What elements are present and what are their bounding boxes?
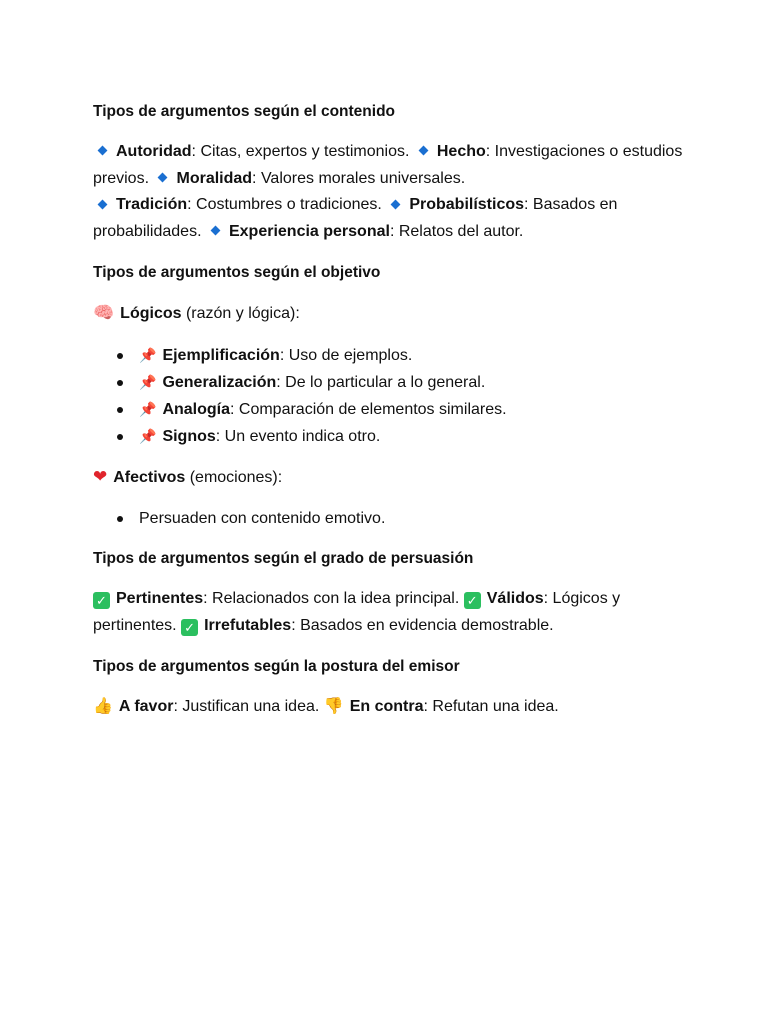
check-mark-button-icon: ✓: [93, 592, 110, 609]
term-tradicion: Tradición: [116, 196, 188, 214]
term-en-contra: En contra: [349, 697, 424, 715]
term-ejemplificacion: Ejemplificación: [162, 346, 280, 364]
paragraph-afectivos: [93, 464, 693, 492]
heading-contenido: Tipos de argumentos según el contenido: [93, 103, 396, 120]
document-content: [93, 99, 693, 734]
term-pertinentes: Pertinentes: [116, 590, 204, 608]
desc-logicos: (razón y lógica):: [181, 304, 300, 322]
desc-probabilisticos: : Basados en probabilidades.: [93, 196, 618, 241]
desc-moralidad: : Valores morales universales.: [252, 169, 466, 187]
thumbs-up-icon: 👍: [93, 697, 113, 715]
list-item: [117, 342, 693, 369]
term-moralidad: Moralidad: [176, 169, 253, 187]
desc-a-favor: : Justifican una idea.: [173, 697, 320, 715]
list-item: [117, 423, 693, 450]
small-blue-diamond-icon: [98, 146, 108, 156]
desc-ejemplificacion: : Uso de ejemplos.: [279, 346, 413, 364]
desc-signos: : Un evento indica otro.: [215, 427, 381, 445]
small-blue-diamond-icon: [158, 173, 168, 183]
check-mark-button-icon: ✓: [464, 592, 481, 609]
brain-icon: 🧠: [93, 302, 115, 322]
heading-objetivo: Tipos de argumentos según el objetivo: [93, 263, 381, 281]
heading-persuasion: Tipos de argumentos según el grado de persuasión: [93, 550, 474, 568]
heading-postura: Tipos de argumentos según la postura del emisor: [93, 657, 460, 675]
desc-hecho: : Investigaciones o estudios previos.: [93, 143, 683, 187]
red-heart-icon: ❤: [93, 466, 108, 486]
desc-afectivos: (emociones):: [185, 468, 283, 486]
list-item: [117, 369, 693, 396]
pushpin-icon: 📌: [139, 400, 157, 417]
paragraph-postura: [93, 694, 693, 721]
pushpin-icon: 📌: [139, 373, 157, 390]
term-autoridad: Autoridad: [116, 143, 192, 160]
thumbs-down-icon: 👎: [323, 697, 344, 715]
term-hecho: Hecho: [436, 143, 486, 160]
small-blue-diamond-icon: [418, 146, 428, 156]
term-irrefutables: Irrefutables: [204, 616, 292, 634]
desc-experiencia: : Relatos del autor.: [389, 223, 524, 241]
pushpin-icon: 📌: [139, 427, 157, 444]
desc-validos: : Lógicos y pertinentes.: [93, 590, 621, 634]
term-analogia: Analogía: [162, 400, 230, 418]
list-afectivos: [93, 505, 693, 532]
desc-tradicion: : Costumbres o tradiciones.: [187, 196, 382, 214]
list-item: [117, 396, 693, 423]
small-blue-diamond-icon: [98, 199, 108, 209]
desc-pertinentes: : Relacionados con la idea principal.: [203, 590, 460, 608]
paragraph-logicos: [93, 300, 693, 328]
term-generalizacion: Generalización: [162, 373, 277, 391]
desc-analogia: : Comparación de elementos similares.: [230, 400, 507, 418]
desc-en-contra: : Refutan una idea.: [423, 697, 559, 715]
list-logicos: [93, 342, 693, 450]
term-experiencia: Experiencia personal: [228, 223, 390, 241]
term-probabilisticos: Probabilísticos: [409, 196, 525, 214]
term-logicos: Lógicos: [120, 304, 182, 322]
desc-autoridad: : Citas, expertos y testimonios.: [191, 143, 410, 160]
pushpin-icon: 📌: [139, 346, 157, 363]
term-signos: Signos: [162, 427, 216, 445]
list-item: Persuaden con contenido emotivo.: [117, 505, 693, 532]
desc-generalizacion: : De lo particular a lo general.: [276, 373, 486, 391]
paragraph-persuasion: [93, 586, 693, 639]
term-a-favor: A favor: [118, 697, 174, 715]
small-blue-diamond-icon: [211, 226, 221, 236]
desc-irrefutables: : Basados en evidencia demostrable.: [291, 616, 554, 634]
paragraph-contenido: [93, 139, 693, 246]
term-validos: Válidos: [486, 590, 544, 608]
small-blue-diamond-icon: [391, 199, 401, 209]
term-afectivos: Afectivos: [113, 468, 186, 486]
check-mark-button-icon: ✓: [181, 619, 198, 636]
